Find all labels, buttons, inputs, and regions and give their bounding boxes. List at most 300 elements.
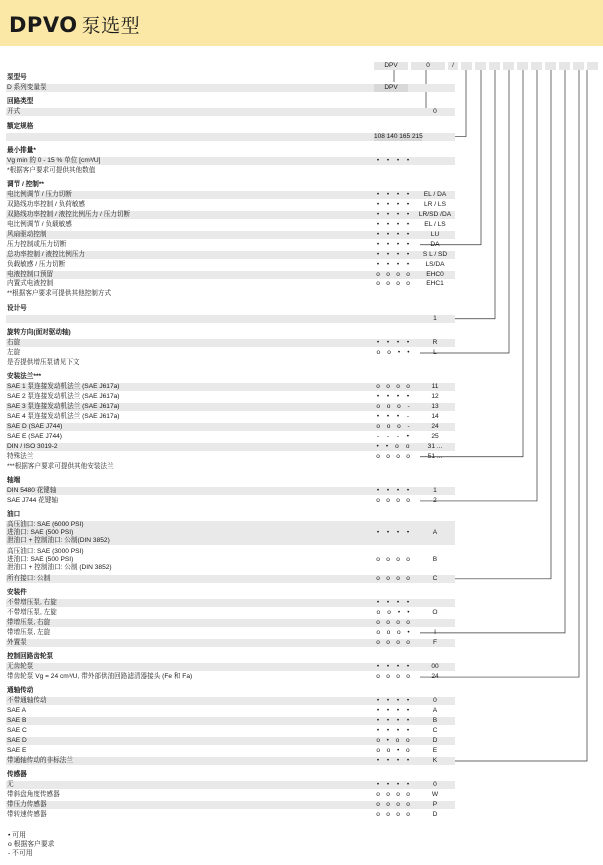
availability-marks <box>373 433 413 441</box>
availability-marks <box>373 157 413 165</box>
availability-mark: o <box>396 791 400 799</box>
order-code-box: 108 140 165 215 <box>374 132 423 140</box>
availability-mark: • <box>396 781 400 789</box>
row-label: 油口 <box>7 511 21 519</box>
availability-marks <box>373 619 413 627</box>
availability-marks <box>373 443 413 451</box>
availability-marks <box>373 727 413 735</box>
availability-mark: o <box>395 737 400 745</box>
availability-marks <box>373 781 413 789</box>
availability-mark: o <box>386 422 391 430</box>
availability-mark: o <box>406 383 410 391</box>
availability-mark: o <box>396 383 400 391</box>
availability-mark: o <box>376 811 380 819</box>
availability-mark: o <box>386 280 390 288</box>
availability-mark: o <box>395 442 399 450</box>
order-code: LR / LS <box>424 201 446 209</box>
option-row <box>6 463 455 471</box>
row-label: 带通轴传动的非标法兰 <box>7 756 73 764</box>
availability-mark: • <box>386 339 390 347</box>
row-label: 轴端 <box>7 477 21 485</box>
option-row <box>6 497 455 505</box>
availability-mark: • <box>376 201 380 209</box>
code-cell: 0 <box>411 62 445 70</box>
row-label: 总功率控制 / 液控比例压力 <box>7 250 86 258</box>
row-label: 额定规格 <box>7 122 34 130</box>
availability-mark: • <box>376 707 380 715</box>
row-label: **根据客户要求可提供其他控制方式 <box>7 290 112 298</box>
option-row <box>6 487 455 495</box>
option-row <box>6 443 455 451</box>
order-code: LS/DA <box>425 260 445 268</box>
availability-mark: • <box>386 781 390 789</box>
availability-mark: • <box>386 230 390 238</box>
option-row <box>6 221 455 229</box>
availability-mark: o <box>376 737 380 745</box>
row-label: 旋转方向(面对驱动轴) <box>7 329 71 337</box>
order-code: 13 <box>431 403 439 411</box>
code-cell: / <box>448 62 458 70</box>
option-row <box>6 801 455 809</box>
availability-mark: o <box>376 556 380 564</box>
option-row <box>6 717 455 725</box>
order-code: 11 <box>431 383 439 391</box>
availability-mark: o <box>387 348 391 356</box>
availability-mark: • <box>386 260 390 268</box>
availability-mark: • <box>406 697 410 705</box>
availability-mark: • <box>406 191 410 199</box>
availability-mark: o <box>386 270 390 278</box>
option-row <box>6 231 455 239</box>
availability-mark: o <box>406 618 410 626</box>
availability-mark: o <box>406 556 410 564</box>
availability-mark: • <box>386 156 390 164</box>
row-label: SAE A <box>7 707 27 715</box>
order-code: L <box>433 348 437 356</box>
availability-mark: • <box>386 737 389 745</box>
availability-marks <box>373 497 413 505</box>
availability-mark: • <box>376 486 380 494</box>
order-code: C <box>432 574 438 582</box>
row-label: 带压力传感器 <box>7 801 47 809</box>
option-row <box>6 157 455 165</box>
availability-mark: • <box>397 609 401 617</box>
availability-mark: • <box>386 393 390 401</box>
availability-mark: - <box>407 403 410 411</box>
option-row <box>6 548 455 572</box>
order-code: R <box>432 339 438 347</box>
option-row <box>6 211 455 219</box>
availability-mark: • <box>407 628 410 636</box>
availability-mark: o <box>396 673 400 681</box>
row-label: 带增压泵, 右旋 <box>7 618 51 626</box>
option-row <box>6 757 455 765</box>
availability-marks <box>373 423 413 431</box>
availability-mark: • <box>406 727 410 735</box>
availability-mark: o <box>376 452 380 460</box>
order-code: W <box>431 791 439 799</box>
option-row <box>6 453 455 461</box>
row-label: 传感器 <box>7 771 27 779</box>
order-code: 24 <box>431 422 439 430</box>
row-label: 无齿轮泵 <box>7 663 34 671</box>
availability-mark: o <box>386 628 391 636</box>
section-heading <box>6 74 455 82</box>
order-code: P <box>432 801 438 809</box>
availability-mark: o <box>406 638 410 646</box>
availability-mark: o <box>376 280 380 288</box>
option-row <box>6 781 455 789</box>
availability-mark: • <box>396 201 400 209</box>
section-heading <box>6 589 455 597</box>
availability-mark: o <box>376 496 380 504</box>
row-label: 泵型号 <box>7 74 27 81</box>
availability-marks <box>373 717 413 725</box>
option-row <box>6 403 455 411</box>
availability-mark: o <box>387 609 391 617</box>
availability-mark: o <box>376 403 380 411</box>
order-code: 14 <box>431 413 439 421</box>
availability-mark: o <box>406 574 410 582</box>
availability-mark: o <box>396 452 400 460</box>
availability-mark: o <box>376 574 380 582</box>
availability-marks <box>373 271 413 279</box>
row-label: SAE E <box>7 747 27 755</box>
availability-mark: • <box>406 201 410 209</box>
row-label: SAE E (SAE J744) <box>7 432 62 440</box>
availability-mark: - <box>376 432 380 440</box>
row-label: SAE 3 泵连接发动机法兰 (SAE J617a) <box>7 403 120 411</box>
availability-mark: • <box>386 486 390 494</box>
availability-marks <box>373 453 413 461</box>
row-label: 风扇驱动控制 <box>7 230 47 238</box>
section-heading <box>6 123 455 131</box>
order-code: A <box>432 529 438 537</box>
availability-mark: o <box>406 791 410 799</box>
availability-mark: o <box>396 618 400 626</box>
row-label: 所有接口: 公制 <box>7 574 51 582</box>
option-row <box>6 639 455 647</box>
option-row <box>6 241 455 249</box>
availability-mark: • <box>386 413 390 421</box>
option-row <box>6 433 455 441</box>
row-label: 带转速传感器 <box>7 811 47 819</box>
section-heading <box>6 147 455 155</box>
availability-mark: • <box>386 663 390 671</box>
availability-mark: o <box>396 638 400 646</box>
order-code: EL / DA <box>423 191 447 199</box>
availability-mark: • <box>406 339 410 347</box>
availability-mark: o <box>406 811 410 819</box>
order-code: 0 <box>433 108 437 116</box>
availability-mark: • <box>376 442 379 450</box>
availability-mark: • <box>396 599 400 607</box>
option-row <box>6 629 455 637</box>
availability-mark: • <box>376 756 380 764</box>
availability-mark: • <box>376 663 380 671</box>
availability-mark: • <box>406 250 410 258</box>
availability-mark: • <box>396 220 400 228</box>
availability-marks <box>373 757 413 765</box>
availability-marks <box>373 673 413 681</box>
row-label: 调节 / 控制** <box>7 181 45 189</box>
order-code: 12 <box>431 393 439 401</box>
availability-mark: • <box>376 413 380 421</box>
availability-mark: - <box>396 432 399 440</box>
availability-mark: • <box>406 393 410 401</box>
row-label: 无 <box>7 781 14 789</box>
availability-marks <box>373 791 413 799</box>
row-label: 带斜盘角度传感器 <box>7 791 60 799</box>
availability-mark: o <box>386 403 391 411</box>
row-label: 不带通轴传动 <box>7 697 47 705</box>
order-code: DA <box>430 240 440 248</box>
availability-mark: o <box>405 737 410 745</box>
availability-mark: • <box>406 663 410 671</box>
availability-marks <box>373 663 413 671</box>
availability-mark: o <box>405 442 410 450</box>
availability-mark: • <box>386 697 390 705</box>
row-label: D 系列变量泵 <box>7 83 47 91</box>
legend <box>8 831 54 858</box>
availability-marks <box>373 241 413 249</box>
option-row <box>6 393 455 401</box>
option-row <box>6 663 455 671</box>
availability-mark: o <box>376 618 380 626</box>
row-label: DIN 5480 花键轴 <box>7 486 57 494</box>
availability-mark: • <box>406 220 410 228</box>
availability-mark: • <box>396 727 400 735</box>
availability-mark: o <box>376 383 380 391</box>
availability-mark: • <box>396 697 400 705</box>
availability-mark: • <box>376 210 380 218</box>
option-row <box>6 201 455 209</box>
availability-marks <box>373 575 413 583</box>
section-heading <box>6 373 455 381</box>
availability-mark: o <box>386 496 390 504</box>
row-label: 不带增压泵, 左旋 <box>7 609 57 617</box>
order-code: EHC1 <box>426 280 444 288</box>
availability-marks <box>373 811 413 819</box>
order-code: EL / LS <box>424 220 446 228</box>
availability-mark: • <box>376 339 380 347</box>
row-label: 特殊法兰 <box>7 452 34 460</box>
order-code: O <box>432 609 438 617</box>
order-code: B <box>432 556 438 564</box>
availability-mark: • <box>386 220 390 228</box>
availability-mark: o <box>386 618 390 626</box>
availability-mark: o <box>376 270 380 278</box>
row-label: 右旋 <box>7 339 21 347</box>
option-row <box>6 359 455 367</box>
availability-mark: • <box>385 442 389 450</box>
availability-mark: o <box>406 496 410 504</box>
row-label: SAE D <box>7 737 27 745</box>
availability-marks <box>373 261 413 269</box>
availability-mark: o <box>405 747 410 755</box>
availability-mark: • <box>406 210 410 218</box>
row-label: DIN / ISO 3019-2 <box>7 442 58 450</box>
order-code: K <box>432 756 438 764</box>
availability-mark: • <box>396 486 400 494</box>
option-row <box>6 290 455 298</box>
availability-mark: o <box>386 811 390 819</box>
order-code: A <box>432 707 438 715</box>
availability-mark: o <box>376 673 380 681</box>
option-row <box>6 599 455 607</box>
option-row <box>6 697 455 705</box>
availability-marks <box>373 629 413 637</box>
availability-mark: • <box>386 717 390 725</box>
availability-mark: • <box>396 260 400 268</box>
row-label: 左旋 <box>7 348 21 356</box>
legend-available: • 可用 <box>8 832 26 839</box>
section-heading <box>6 771 455 779</box>
row-label: *根据客户要求可提供其他数值 <box>7 166 96 174</box>
availability-mark: • <box>396 393 400 401</box>
row-label: SAE J744 花键轴 <box>7 496 58 504</box>
option-row <box>6 575 455 583</box>
order-code: 00 <box>431 663 439 671</box>
row-label: 设计号 <box>7 304 27 312</box>
availability-mark: • <box>396 756 400 764</box>
availability-mark: o <box>406 452 410 460</box>
availability-mark: • <box>406 756 410 764</box>
option-row <box>6 673 455 681</box>
availability-marks <box>373 251 413 259</box>
availability-mark: • <box>386 707 390 715</box>
availability-mark: • <box>376 727 380 735</box>
availability-marks <box>373 231 413 239</box>
option-row <box>6 383 455 391</box>
availability-mark: o <box>406 280 410 288</box>
availability-mark: • <box>396 210 400 218</box>
row-label: 压力控制或压力切断 <box>7 240 67 248</box>
option-row <box>6 108 455 116</box>
availability-mark: o <box>386 383 390 391</box>
section-heading <box>6 305 455 313</box>
availability-mark: • <box>386 756 390 764</box>
availability-mark: • <box>386 240 390 248</box>
availability-marks <box>373 801 413 809</box>
availability-mark: o <box>397 422 401 430</box>
availability-mark: • <box>386 250 390 258</box>
availability-marks <box>373 280 413 288</box>
order-code: C <box>432 727 438 735</box>
option-row <box>6 339 455 347</box>
availability-mark: o <box>386 574 390 582</box>
availability-marks <box>373 707 413 715</box>
option-row <box>6 707 455 715</box>
availability-marks <box>373 403 413 411</box>
availability-marks <box>373 201 413 209</box>
order-code: LU <box>430 230 440 238</box>
row-label: 是否提供增压泵请见下文 <box>7 358 80 366</box>
availability-mark: • <box>406 230 410 238</box>
option-row <box>6 133 455 141</box>
availability-mark: • <box>376 697 380 705</box>
availability-mark: o <box>376 638 380 646</box>
section-heading <box>6 329 455 337</box>
order-code: 2 <box>433 496 437 504</box>
availability-mark: o <box>386 638 390 646</box>
availability-mark: • <box>376 250 380 258</box>
option-row <box>6 791 455 799</box>
legend-not-available: - 不可用 <box>8 850 33 857</box>
availability-marks <box>373 413 413 421</box>
availability-marks <box>373 529 413 537</box>
option-row <box>6 84 455 92</box>
order-code: 0 <box>433 697 437 705</box>
availability-marks <box>373 191 413 199</box>
row-label: ***根据客户要求可提供其他安装法兰 <box>7 462 114 470</box>
option-row <box>6 261 455 269</box>
row-label: 电比例调节 / 负载敏感 <box>7 220 72 228</box>
availability-mark: • <box>376 240 380 248</box>
option-row <box>6 251 455 259</box>
order-code: F <box>432 638 438 646</box>
availability-marks <box>373 221 413 229</box>
availability-mark: o <box>386 747 391 755</box>
availability-mark: o <box>376 422 380 430</box>
availability-mark: • <box>406 240 410 248</box>
availability-mark: o <box>396 270 400 278</box>
page-title: DPVO 泵选型 <box>9 13 141 37</box>
order-code: EHC0 <box>426 270 444 278</box>
option-row <box>6 737 455 745</box>
section-heading <box>6 181 455 189</box>
availability-mark: o <box>406 673 410 681</box>
availability-marks <box>373 487 413 495</box>
availability-mark: o <box>386 452 390 460</box>
order-code: LR/SD /DA <box>418 210 452 218</box>
row-label: 安装法兰*** <box>7 373 42 381</box>
option-row <box>6 271 455 279</box>
availability-mark: • <box>396 529 400 537</box>
row-label: 不带增压泵, 右旋 <box>7 599 57 607</box>
row-label: 带齿轮泵 Vg = 24 cm³/U, 带外部供油回路滤清器接头 (Fe 和 Fa) <box>7 673 193 681</box>
order-code: 24 <box>431 673 439 681</box>
availability-mark: o <box>406 801 410 809</box>
option-row <box>6 413 455 421</box>
availability-mark: o <box>376 628 380 636</box>
row-label: 带增压泵, 左旋 <box>7 628 51 636</box>
order-code: 1 <box>433 486 437 494</box>
availability-marks <box>373 697 413 705</box>
row-label: 回路类型 <box>7 98 34 106</box>
order-code: 25 <box>431 432 439 440</box>
availability-mark: - <box>407 422 410 430</box>
legend-on-request: o 根据客户要求 <box>8 841 55 848</box>
availability-mark: o <box>397 628 401 636</box>
availability-marks <box>373 349 413 357</box>
order-code-box: DPV <box>374 84 408 92</box>
order-code: D <box>432 811 438 819</box>
availability-marks <box>373 393 413 401</box>
availability-mark: • <box>406 599 410 607</box>
availability-mark: • <box>406 717 410 725</box>
option-row <box>6 521 455 545</box>
availability-mark: • <box>406 260 410 268</box>
row-label: 通轴传动 <box>7 687 34 695</box>
availability-mark: • <box>386 727 390 735</box>
row-label: 最小排量* <box>7 146 36 154</box>
code-cell: DPV <box>374 62 408 70</box>
option-row <box>6 747 455 755</box>
row-label: 内置式电液控制 <box>7 280 54 288</box>
section-heading <box>6 477 455 485</box>
availability-marks <box>373 211 413 219</box>
